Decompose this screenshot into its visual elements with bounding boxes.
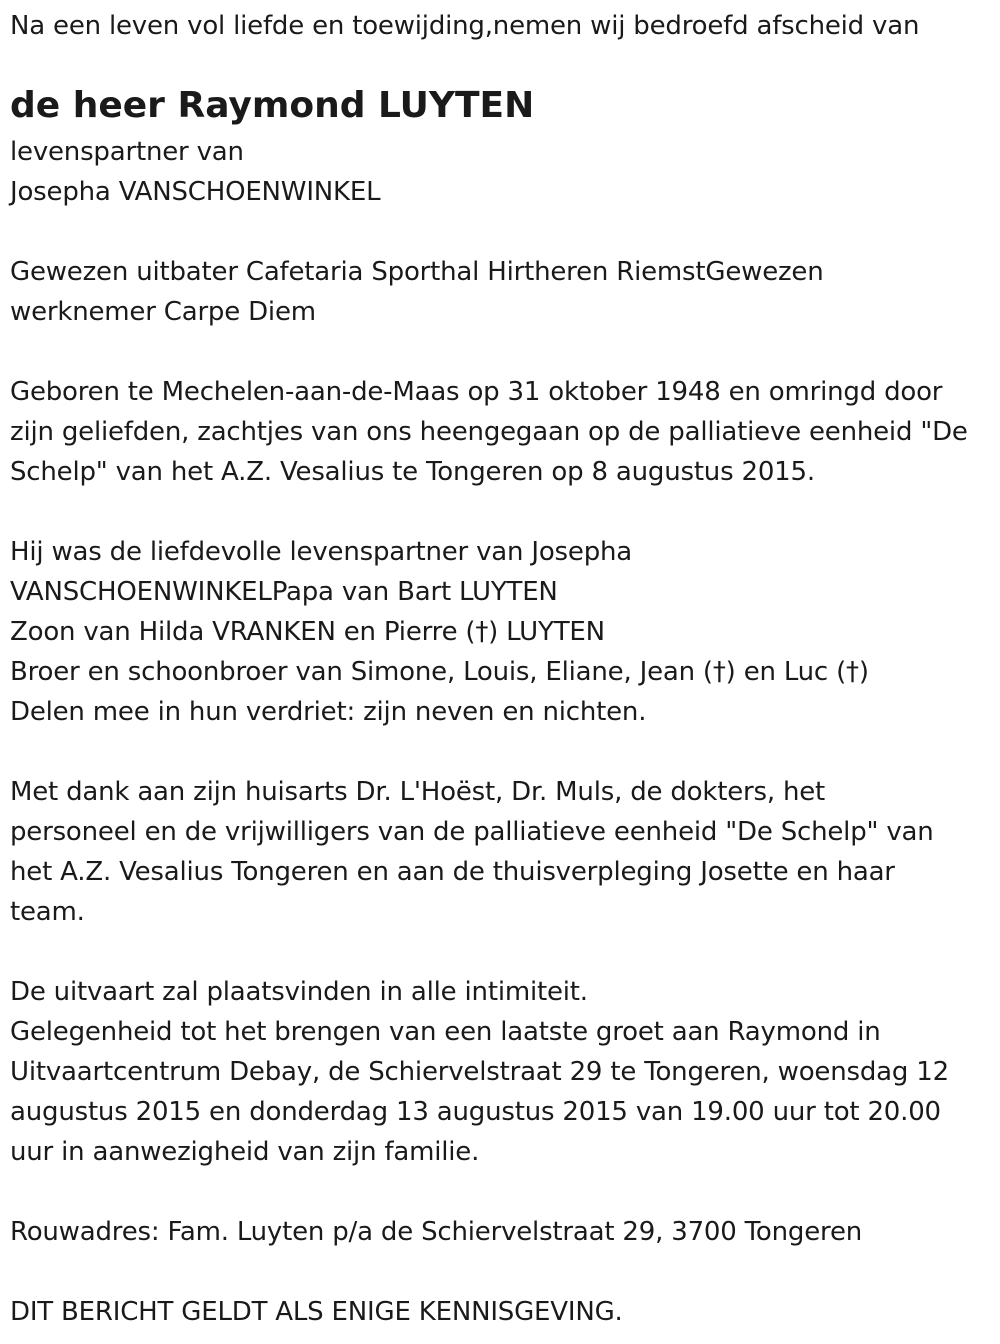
spacer [10,1172,995,1212]
funeral-block [10,972,995,1172]
spacer [10,212,995,252]
occupation-block [10,252,995,332]
notice-text: DIT BERICHT GELDT ALS ENIGE KENNISGEVING. [10,1297,623,1327]
thanks-line-2: personeel en de vrijwilligers van de palliatieve eenheid "De Schelp" van [10,817,934,847]
mourning-address: Rouwadres: Fam. Luyten p/a de Schiervelstraat 29, 3700 Tongeren [10,1217,863,1247]
family-line-4: Broer en schoonbroer van Simone, Louis, Eliane, Jean (†) en Luc (†) [10,657,869,687]
thanks-line-4: team. [10,897,85,927]
spacer [10,732,995,772]
deceased-name: de heer Raymond LUYTEN [10,85,535,126]
birth-death-line-2: zijn geliefden, zachtjes van ons heengegaan op de palliatieve eenheid "De [10,417,968,447]
funeral-line-2: Gelegenheid tot het brengen van een laatste groet aan Raymond in [10,1017,881,1047]
partner-block [10,132,995,212]
partner-line-1: levenspartner van [10,137,244,167]
obituary-document [10,6,995,1332]
birth-death-block [10,372,995,492]
spacer [10,932,995,972]
funeral-line-3: Uitvaartcentrum Debay, de Schiervelstraat 29 te Tongeren, woensdag 12 [10,1057,949,1087]
spacer [10,1252,995,1292]
family-block [10,532,995,732]
family-line-1: Hij was de liefdevolle levenspartner van Josepha [10,537,633,567]
spacer [10,492,995,532]
birth-death-line-1: Geboren te Mechelen-aan-de-Maas op 31 oktober 1948 en omringd door [10,377,943,407]
spacer [10,332,995,372]
thanks-line-3: het A.Z. Vesalius Tongeren en aan de thuisverpleging Josette en haar [10,857,895,887]
funeral-line-5: uur in aanwezigheid van zijn familie. [10,1137,480,1167]
funeral-line-4: augustus 2015 en donderdag 13 augustus 2015 van 19.00 uur tot 20.00 [10,1097,941,1127]
partner-line-2: Josepha VANSCHOENWINKEL [10,177,381,207]
family-line-5: Delen mee in hun verdriet: zijn neven en nichten. [10,697,647,727]
family-line-3: Zoon van Hilda VRANKEN en Pierre (†) LUYTEN [10,617,605,647]
funeral-line-1: De uitvaart zal plaatsvinden in alle intimiteit. [10,977,588,1007]
thanks-line-1: Met dank aan zijn huisarts Dr. L'Hoëst, Dr. Muls, de dokters, het [10,777,826,807]
birth-death-line-3: Schelp" van het A.Z. Vesalius te Tongeren op 8 augustus 2015. [10,457,815,487]
thanks-block [10,772,995,932]
intro-text: Na een leven vol liefde en toewijding,nemen wij bedroefd afscheid van [10,11,920,41]
occupation-line-1: Gewezen uitbater Cafetaria Sporthal Hirtheren RiemstGewezen [10,257,824,287]
family-line-2: VANSCHOENWINKELPapa van Bart LUYTEN [10,577,558,607]
occupation-line-2: werknemer Carpe Diem [10,297,316,327]
